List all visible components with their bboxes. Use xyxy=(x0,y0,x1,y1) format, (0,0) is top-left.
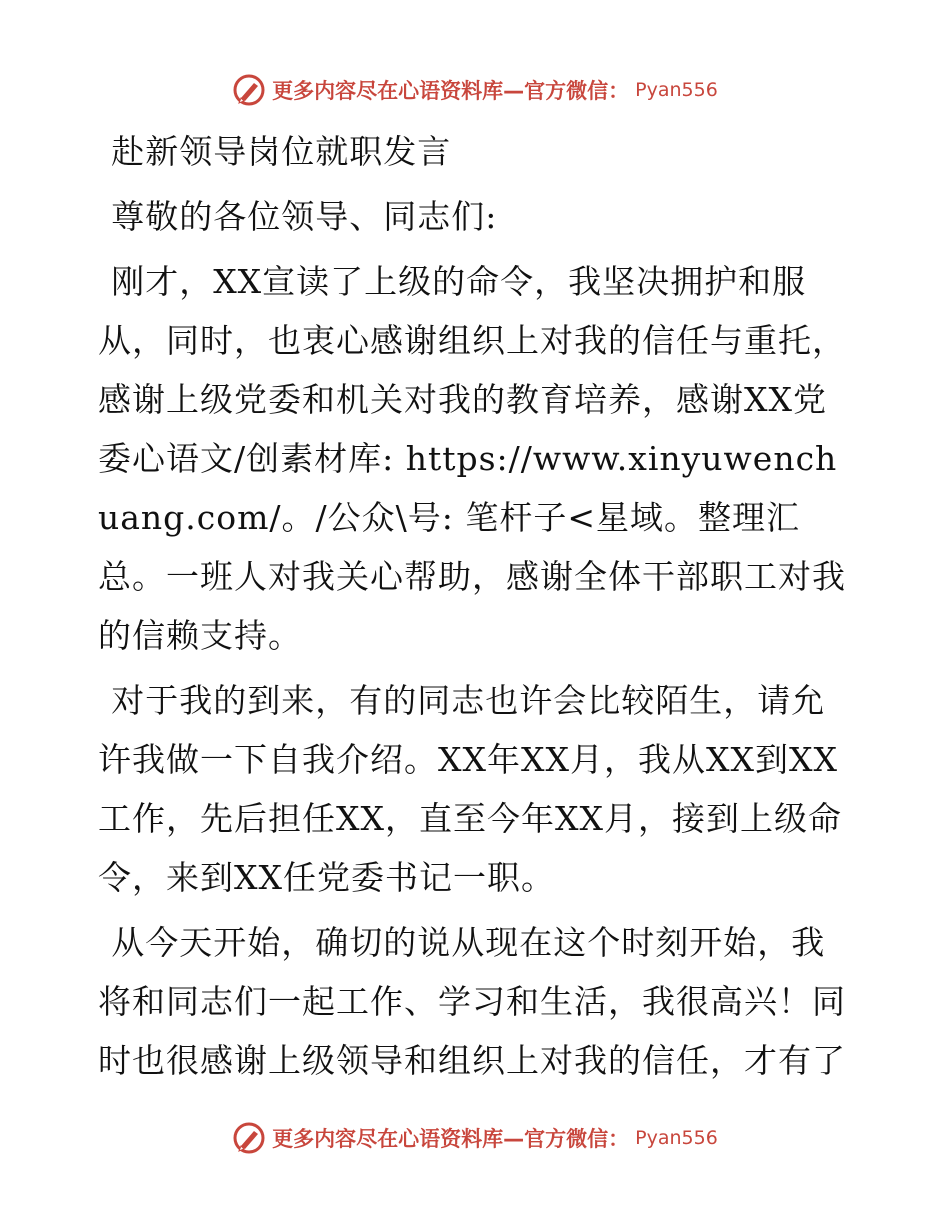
pen-logo-icon xyxy=(232,73,266,107)
watermark-text: 更多内容尽在心语资料库—官方微信： xyxy=(272,1127,630,1151)
watermark-content xyxy=(232,73,718,107)
paragraph-3: 从今天开始，确切的说从现在这个时刻开始，我将和同志们一起工作、学习和生活，我很高兴！同时也很感谢上级领导和组织上对我的信任，才有了 xyxy=(98,923,846,1080)
paragraph-2: 对于我的到来，有的同志也许会比较陌生，请允许我做一下自我介绍。XX年XX月，我从XX到XX工作，先后担任XX，直至今年XX月，接到上级命令，来到XX任党委书记一职。 xyxy=(98,681,842,897)
document-body xyxy=(98,122,858,1096)
paragraph-salutation: 尊敬的各位领导、同志们: xyxy=(111,197,498,236)
document-title: 赴新领导岗位就职发言 xyxy=(111,132,452,171)
watermark-content xyxy=(232,1121,718,1155)
watermark-banner-bottom xyxy=(0,1118,950,1158)
pen-logo-icon xyxy=(232,1121,266,1155)
watermark-text: 更多内容尽在心语资料库—官方微信： xyxy=(272,79,630,103)
watermark-contact: Pyan556 xyxy=(635,79,718,101)
watermark-contact: Pyan556 xyxy=(635,1127,718,1149)
paragraph-1: 刚才，XX宣读了上级的命令，我坚决拥护和服从，同时，也衷心感谢组织上对我的信任与重托，感谢上级党委和机关对我的教育培养，感谢XX党委心语文/创素材库: https://www.xinyuwenchuang.com/。/公众\号: 笔杆子<星域。整理汇总。一班人对我关心帮助，感谢全体干部职工对我的信赖支持。 xyxy=(98,262,846,655)
watermark-banner-top xyxy=(0,70,950,110)
